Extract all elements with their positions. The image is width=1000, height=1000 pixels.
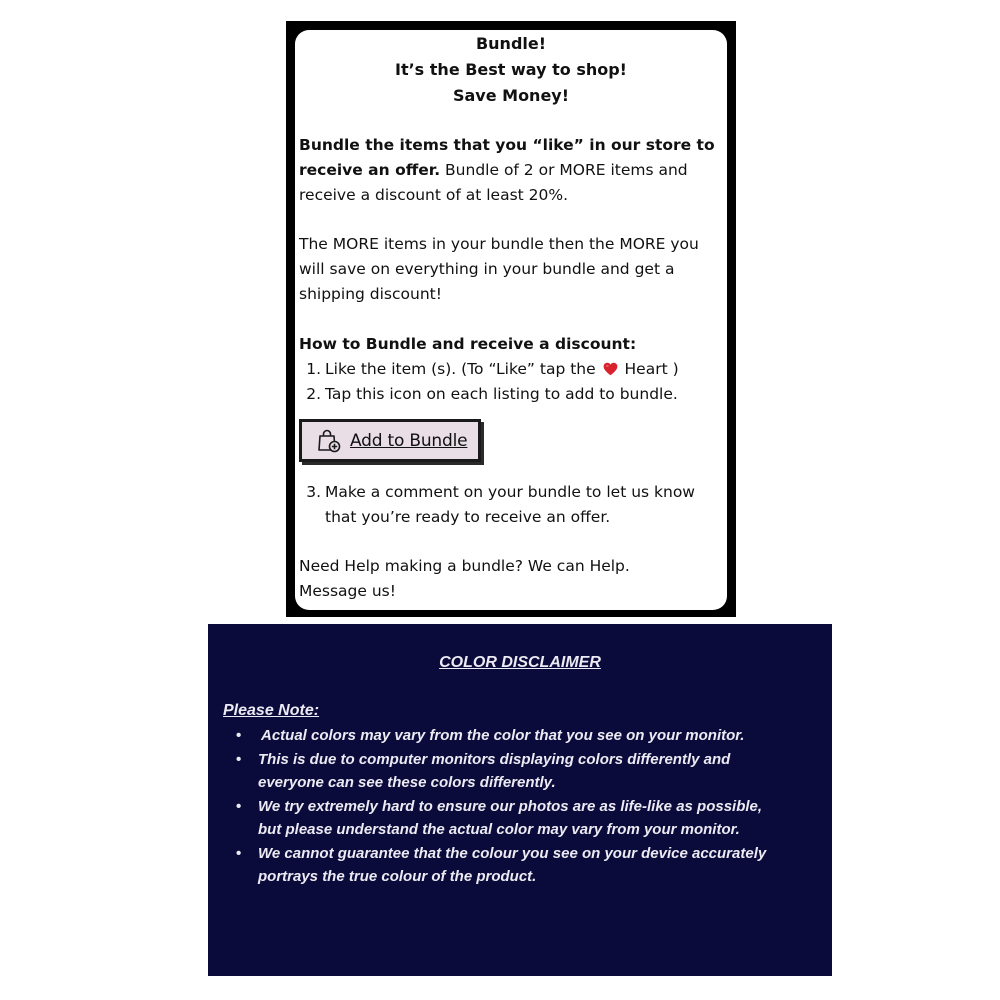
bundle-card [295,30,727,610]
step-1-text: Like the item (s). (To “Like” tap the [325,360,596,378]
step-1 [299,357,679,382]
step-3 [299,480,695,530]
step-2-number: 2. [306,385,321,403]
disclaimer-item-2-line-1: This is due to computer monitors displaying colors differently and [258,750,731,768]
disclaimer-item-3-line-2: but please understand the actual color may vary from your monitor. [258,821,740,838]
color-disclaimer-panel [208,624,832,976]
help-line-2: Message us! [299,582,396,600]
disclaimer-item-3-line-1: We try extremely hard to ensure our photos are as life-like as possible, [258,797,763,815]
heading-best-way: It’s the Best way to shop! [395,60,627,79]
step-2 [299,382,679,407]
more-line-3: shipping discount! [299,285,442,303]
more-line-1: The MORE items in your bundle then the MORE you [299,235,699,253]
help-message [299,554,630,604]
step-1-text-end: Heart ) [624,360,679,378]
step-2-text: Tap this icon on each listing to add to bundle. [325,385,678,403]
steps-list [299,357,679,407]
step-3-line-1: Make a comment on your bundle to let us know [325,483,695,501]
disclaimer-item-1-line-1: Actual colors may vary from the color that you see on your monitor. [261,727,745,744]
help-line-1: Need Help making a bundle? We can Help. [299,557,630,575]
step-3-line-2: that you’re ready to receive an offer. [325,508,611,526]
disclaimer-item [223,724,823,748]
intro-line-3: receive a discount of at least 20%. [299,186,569,204]
bullet: • [236,750,242,768]
add-to-bundle-button[interactable] [299,419,481,462]
intro-line-2-rest: Bundle of 2 or MORE items and [440,161,688,179]
disclaimer-item-2-line-2: everyone can see these colors differently. [258,774,556,791]
disclaimer-item-4-line-1: We cannot guarantee that the colour you see on your device accurately [258,844,767,862]
disclaimer-item [223,795,823,842]
disclaimer-item [223,748,823,795]
heart-icon [603,362,618,376]
add-to-bundle-label: Add to Bundle [350,430,468,451]
intro-line-1: Bundle the items that you “like” in our store to [299,136,715,154]
bullet: • [236,844,242,862]
intro-line-2-bold: receive an offer. [299,161,441,179]
bullet: • [236,797,242,815]
bundle-card-frame [286,21,736,617]
shopping-bag-plus-icon [316,428,342,454]
heading-save-money: Save Money! [452,86,570,105]
step-1-number: 1. [306,360,321,378]
how-to-bundle-title: How to Bundle and receive a discount: [299,335,637,353]
disclaimer-title: COLOR DISCLAIMER [439,654,601,671]
disclaimer-item-4-line-2: portrays the true colour of the product. [258,868,537,885]
step-3-number: 3. [306,483,321,501]
bullet: • [236,727,242,744]
more-line-2: will save on everything in your bundle and get a [299,260,675,278]
disclaimer-list [223,724,823,889]
bundle-more-paragraph [299,232,699,307]
bundle-intro-paragraph [299,133,715,208]
disclaimer-item [223,842,823,889]
please-note-label: Please Note: [223,702,320,719]
heading-bundle: Bundle! [475,34,547,53]
